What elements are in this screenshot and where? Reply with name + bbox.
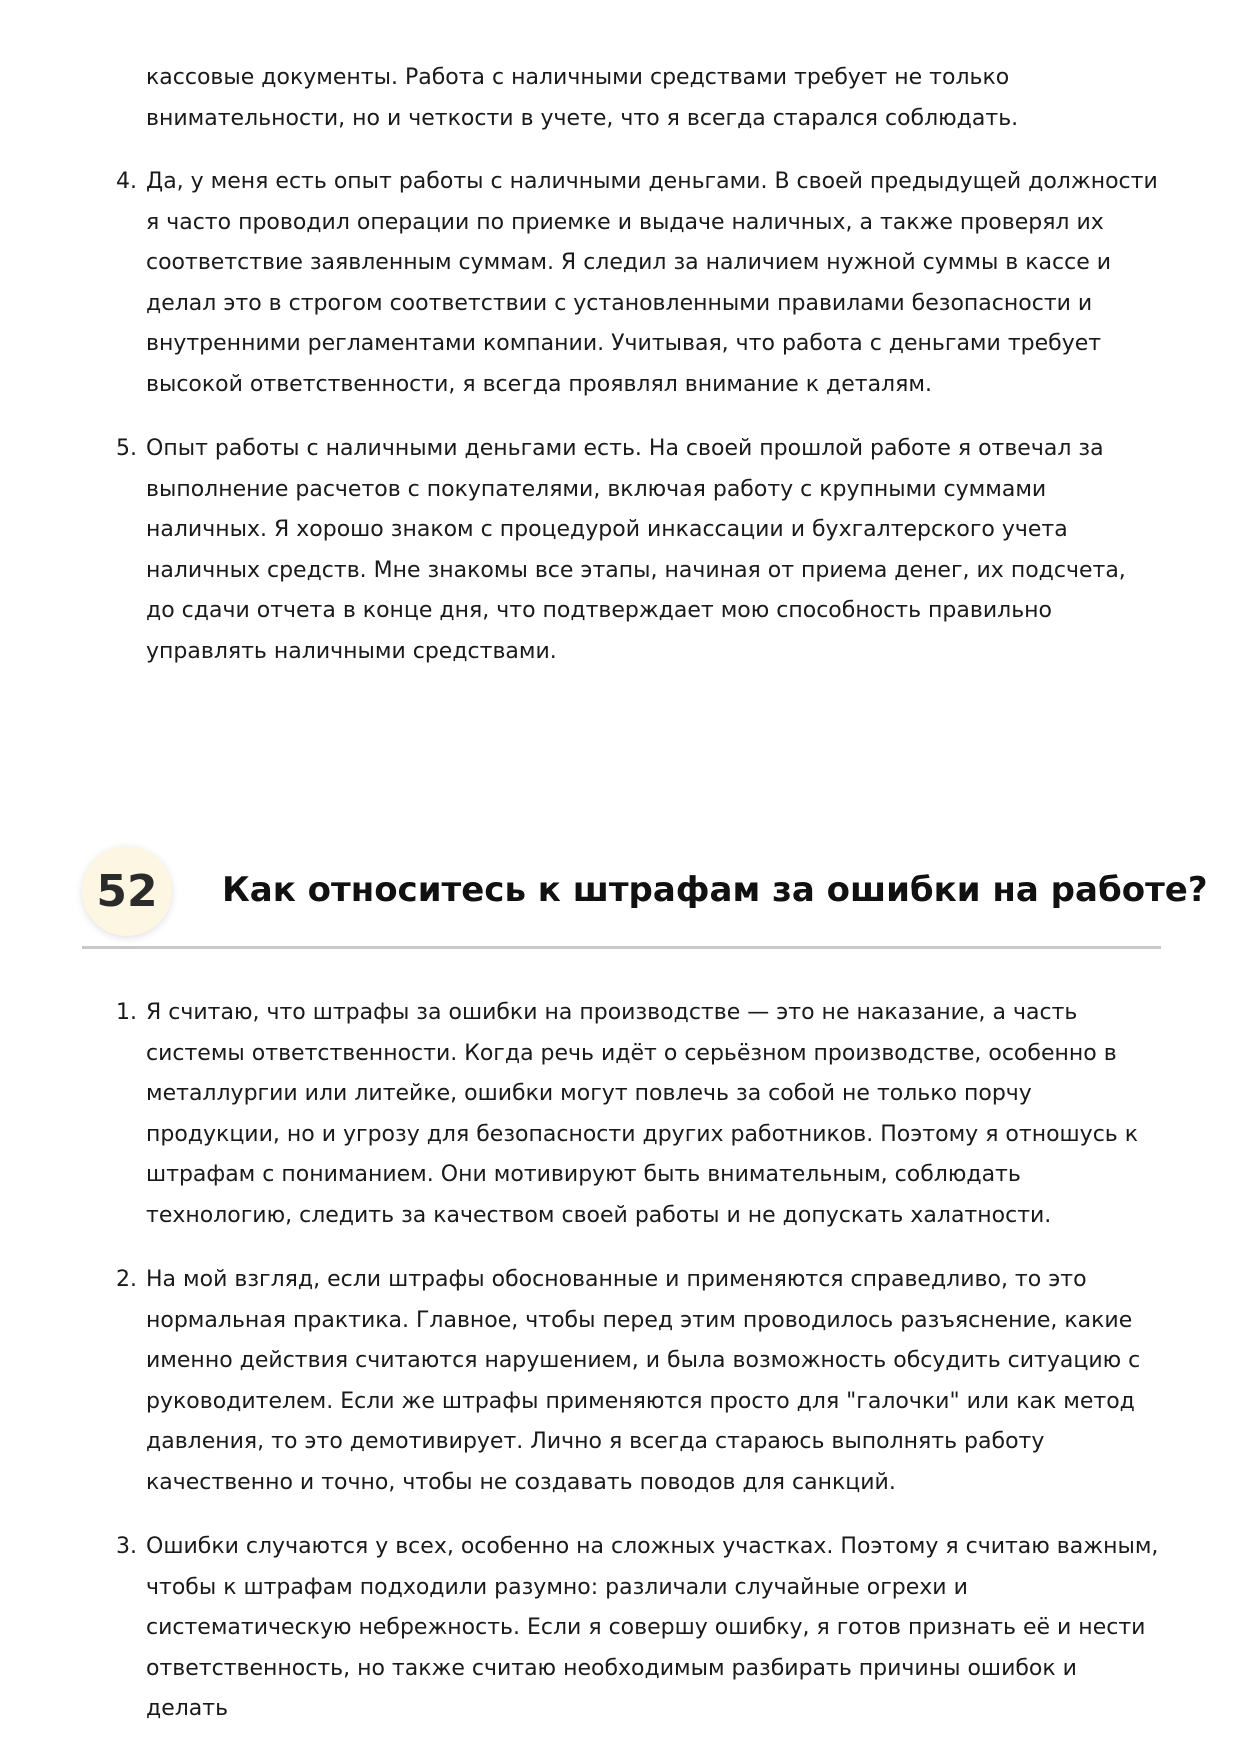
list-item-text: Я считаю, что штрафы за ошибки на производстве — это не наказание, а часть системы ответственности. Когда речь идёт о серьёзном производстве, особенно в металлургии или литейке, ошибки могут повлечь за собой не только порчу продукции, но и угрозу для безопасности других работников. Поэтому я отношусь к штрафам с пониманием. Они мотивируют быть внимательным, соблюдать технологию, следить за качеством своей работы и не допускать халатности. <box>146 1000 1139 1228</box>
continued-paragraph: кассовые документы. Работа с наличными средствами требует не только внимательности, но и четкости в учете, что я всегда старался соблюдать. <box>146 65 1019 131</box>
list-item <box>0 429 1160 672</box>
question-number-badge: 52 <box>82 846 172 936</box>
list-item-text: Опыт работы с наличными деньгами есть. На своей прошлой работе я отвечал за выполнение расчетов с покупателями, включая работу с крупными суммами наличных. Я хорошо знаком с процедурой инкассации и бухгалтерского учета наличных средств. Мне знакомы все этапы, начиная от приема денег, их подсчета, до сдачи отчета в конце дня, что подтверждает мою способность правильно управлять наличными средствами. <box>146 436 1126 664</box>
list-item <box>0 993 1160 1236</box>
list-item <box>0 1260 1160 1503</box>
answers-list <box>0 993 1160 1754</box>
list-item-number: 5. <box>116 436 137 461</box>
list-item <box>0 162 1160 405</box>
list-item-text: На мой взгляд, если штрафы обоснованные и применяются справедливо, то это нормальная практика. Главное, чтобы перед этим проводилось разъяснение, какие именно действия считаются нарушением, и была возможность обсудить ситуацию с руководителем. Если же штрафы применяются просто для "галочки" или как метод давления, то это демотивирует. Лично я всегда стараюсь выполнять работу качественно и точно, чтобы не создавать поводов для санкций. <box>146 1267 1141 1495</box>
list-item-number: 1. <box>116 1000 137 1025</box>
header-divider <box>82 946 1161 949</box>
list-item-text: Да, у меня есть опыт работы с наличными деньгами. В своей предыдущей должности я часто проводил операции по приемке и выдаче наличных, а также проверял их соответствие заявленным суммам. Я следил за наличием нужной суммы в кассе и делал это в строгом соответствии с установленными правилами безопасности и внутренними регламентами компании. Учитывая, что работа с деньгами требует высокой ответственности, я всегда проявлял внимание к деталям. <box>146 169 1158 397</box>
list-item-number: 4. <box>116 169 137 194</box>
list-item-number: 2. <box>116 1267 137 1292</box>
previous-answers-list <box>0 162 1160 696</box>
question-title: Как относитесь к штрафам за ошибки на работе? <box>222 870 1208 910</box>
list-item <box>0 1527 1160 1730</box>
question-header <box>82 846 1208 950</box>
list-item-text: Ошибки случаются у всех, особенно на сложных участках. Поэтому я считаю важным, чтобы к штрафам подходили разумно: различали случайные огрехи и систематическую небрежность. Если я совершу ошибку, я готов признать её и нести ответственность, но также считаю необходимым разбирать причины ошибок и делать <box>146 1534 1159 1721</box>
list-item-number: 3. <box>116 1534 137 1559</box>
